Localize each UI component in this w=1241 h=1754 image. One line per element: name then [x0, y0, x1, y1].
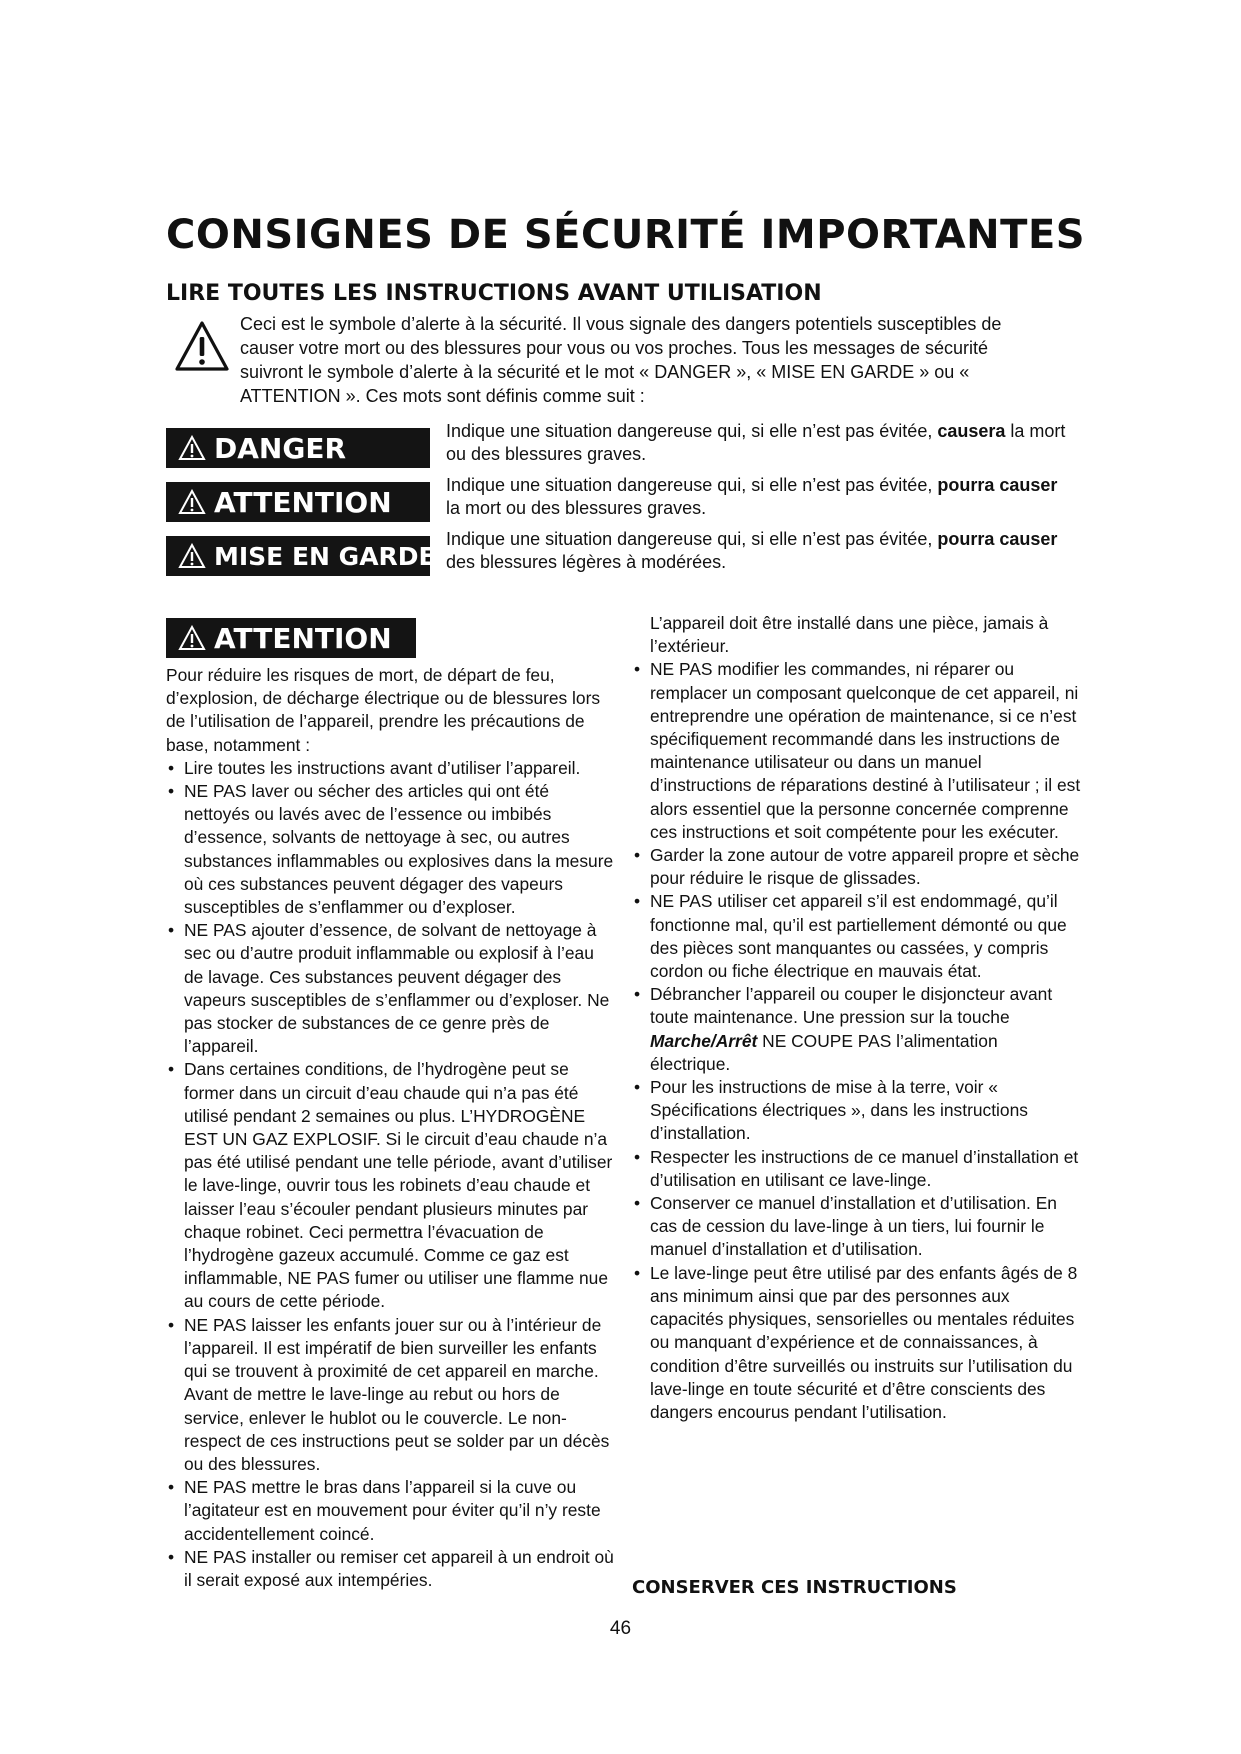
mise-en-garde-badge — [166, 536, 436, 576]
precautions-list-left — [166, 757, 616, 1592]
warning-triangle-icon — [178, 489, 206, 515]
list-item: • Lire toutes les instructions avant d’utiliser l’appareil. — [166, 757, 616, 780]
list-item: • NE PAS laver ou sécher des articles qui ont été nettoyés ou lavés avec de l’essence ou imbibés d’essence, solvants de nettoyage à sec, ou autres substances inflammables ou explosives dans la mesure où ces substances peuvent dégager des vapeurs susceptibles de s’enflammer ou d’exploser. — [166, 780, 616, 919]
safety-symbol-intro: Ceci est le symbole d’alerte à la sécurité. Il vous signale des dangers potentiels susceptibles de causer votre mort ou des blessures pour vous ou vos proches. Tous les messages de sécurité suivront le symbole d’alerte à la sécurité et le mot « DANGER », « MISE EN GARDE » ou « ATTENTION ». Ces mots sont définis comme suit : — [240, 314, 1002, 406]
warning-triangle-icon — [178, 625, 206, 651]
list-item: • Pour les instructions de mise à la terre, voir « Spécifications électriques », dans les instructions d’installation. — [632, 1076, 1082, 1146]
list-item: • NE PAS ajouter d’essence, de solvant de nettoyage à sec ou d’autre produit inflammable ou explosif à l’eau de lavage. Ces substances peuvent dégager des vapeurs susceptibles de s’enflammer ou d’exploser. Ne pas stocker de substances de ce genre près de l’appareil. — [166, 919, 616, 1058]
list-item: • NE PAS modifier les commandes, ni réparer ou remplacer un composant quelconque de cet appareil, ni entreprendre une opération de maintenance, si ce n’est spécifiquement recommandé dans les instructions de maintenance utilisateur ou dans un manuel d’instructions de réparations destiné à l’utilisateur ; il est alors essentiel que la personne concernée comprenne ces instructions et soit compétente pour les exécuter. — [632, 658, 1082, 844]
list-item: • Dans certaines conditions, de l’hydrogène peut se former dans un circuit d’eau chaude qui n’a pas été utilisé pendant 2 semaines ou plus. L’HYDROGÈNE EST UN GAZ EXPLOSIF. Si le circuit d’eau chaude n’a pas été utilisé pendant une telle période, avant d’utiliser le lave-linge, ouvrir tous les robinets d’eau chaude et laisser l’eau s’écouler pendant plusieurs minutes par chaque robinet. Ceci permettra l’évacuation de l’hydrogène gazeux accumulé. Comme ce gaz est inflammable, NE PAS fumer ou utiliser une flamme nue au cours de cette période. — [166, 1058, 616, 1313]
keep-instructions-note: CONSERVER CES INSTRUCTIONS — [632, 1577, 957, 1598]
warning-triangle-icon — [174, 320, 230, 372]
precautions-list-right — [632, 658, 1082, 1424]
warning-triangle-icon — [178, 543, 206, 569]
page-title: CONSIGNES DE SÉCURITÉ IMPORTANTES — [166, 212, 1086, 258]
list-item: • Conserver ce manuel d’installation et d’utilisation. En cas de cession du lave-linge à un tiers, lui fournir le manuel d’installation et d’utilisation. — [632, 1192, 1082, 1262]
badge-label: ATTENTION — [214, 621, 392, 655]
list-item: • Débrancher l’appareil ou couper le disjoncteur avant toute maintenance. Une pression sur la touche Marche/Arrêt NE COUPE PAS l’alimentation électrique. — [632, 983, 1082, 1076]
warning-triangle-icon — [178, 435, 206, 461]
badge-label: ATTENTION — [214, 485, 392, 519]
continuation-text: L’appareil doit être installé dans une pièce, jamais à l’extérieur. — [650, 613, 1049, 657]
badge-label: DANGER — [214, 431, 347, 465]
marche-arret-key-label: Marche/Arrêt — [650, 1030, 758, 1051]
list-item: • NE PAS utiliser cet appareil s’il est endommagé, qu’il fonctionne mal, qu’il est partiellement démonté ou que des pièces sont manquantes ou cassées, y compris cordon ou fiche électrique en mauvais état. — [632, 890, 1082, 983]
danger-definition: Indique une situation dangereuse qui, si elle n’est pas évitée, causera la mort ou des blessures graves. — [446, 421, 1066, 464]
right-column — [632, 612, 1082, 1424]
danger-badge — [166, 428, 430, 468]
list-item: • Garder la zone autour de votre appareil propre et sèche pour réduire le risque de glissades. — [632, 844, 1082, 890]
left-column — [166, 664, 616, 1592]
list-item: • NE PAS laisser les enfants jouer sur ou à l’intérieur de l’appareil. Il est impératif de bien surveiller les enfants qui se trouvent à proximité de cet appareil en marche. Avant de mettre le lave-linge au rebut ou hors de service, enlever le hublot ou le couvercle. Le non-respect de ces instructions peut se solder par un décès ou des blessures. — [166, 1314, 616, 1476]
precautions-lead: Pour réduire les risques de mort, de départ de feu, d’explosion, de décharge électrique ou de blessures lors de l’utilisation de l’appareil, prendre les précautions de base, notamment : — [166, 665, 601, 755]
list-item: • Le lave-linge peut être utilisé par des enfants âgés de 8 ans minimum ainsi que par des personnes aux capacités physiques, sensorielles ou mentales réduites ou manquant d’expérience et de connaissances, à condition d’être surveillés ou instruits sur l’utilisation du lave-linge en toute sécurité et d’être conscients des dangers encourus pendant l’utilisation. — [632, 1262, 1082, 1424]
attention-definition: Indique une situation dangereuse qui, si elle n’est pas évitée, pourra causer la mort ou des blessures graves. — [446, 475, 1058, 518]
attention-badge — [166, 482, 430, 522]
list-item: • NE PAS mettre le bras dans l’appareil si la cuve ou l’agitateur est en mouvement pour éviter qu’il n’y reste accidentellement coincé. — [166, 1476, 616, 1546]
page-number: 46 — [609, 1618, 632, 1639]
badge-label: MISE EN GARDE — [214, 541, 436, 571]
mise-en-garde-definition: Indique une situation dangereuse qui, si elle n’est pas évitée, pourra causer des blessures légères à modérées. — [446, 529, 1058, 572]
list-item: • Respecter les instructions de ce manuel d’installation et d’utilisation en utilisant ce lave-linge. — [632, 1146, 1082, 1192]
page-subtitle: LIRE TOUTES LES INSTRUCTIONS AVANT UTILISATION — [166, 281, 822, 306]
attention-section-badge — [166, 618, 416, 658]
list-item: • NE PAS installer ou remiser cet appareil à un endroit où il serait exposé aux intempéries. — [166, 1546, 616, 1592]
